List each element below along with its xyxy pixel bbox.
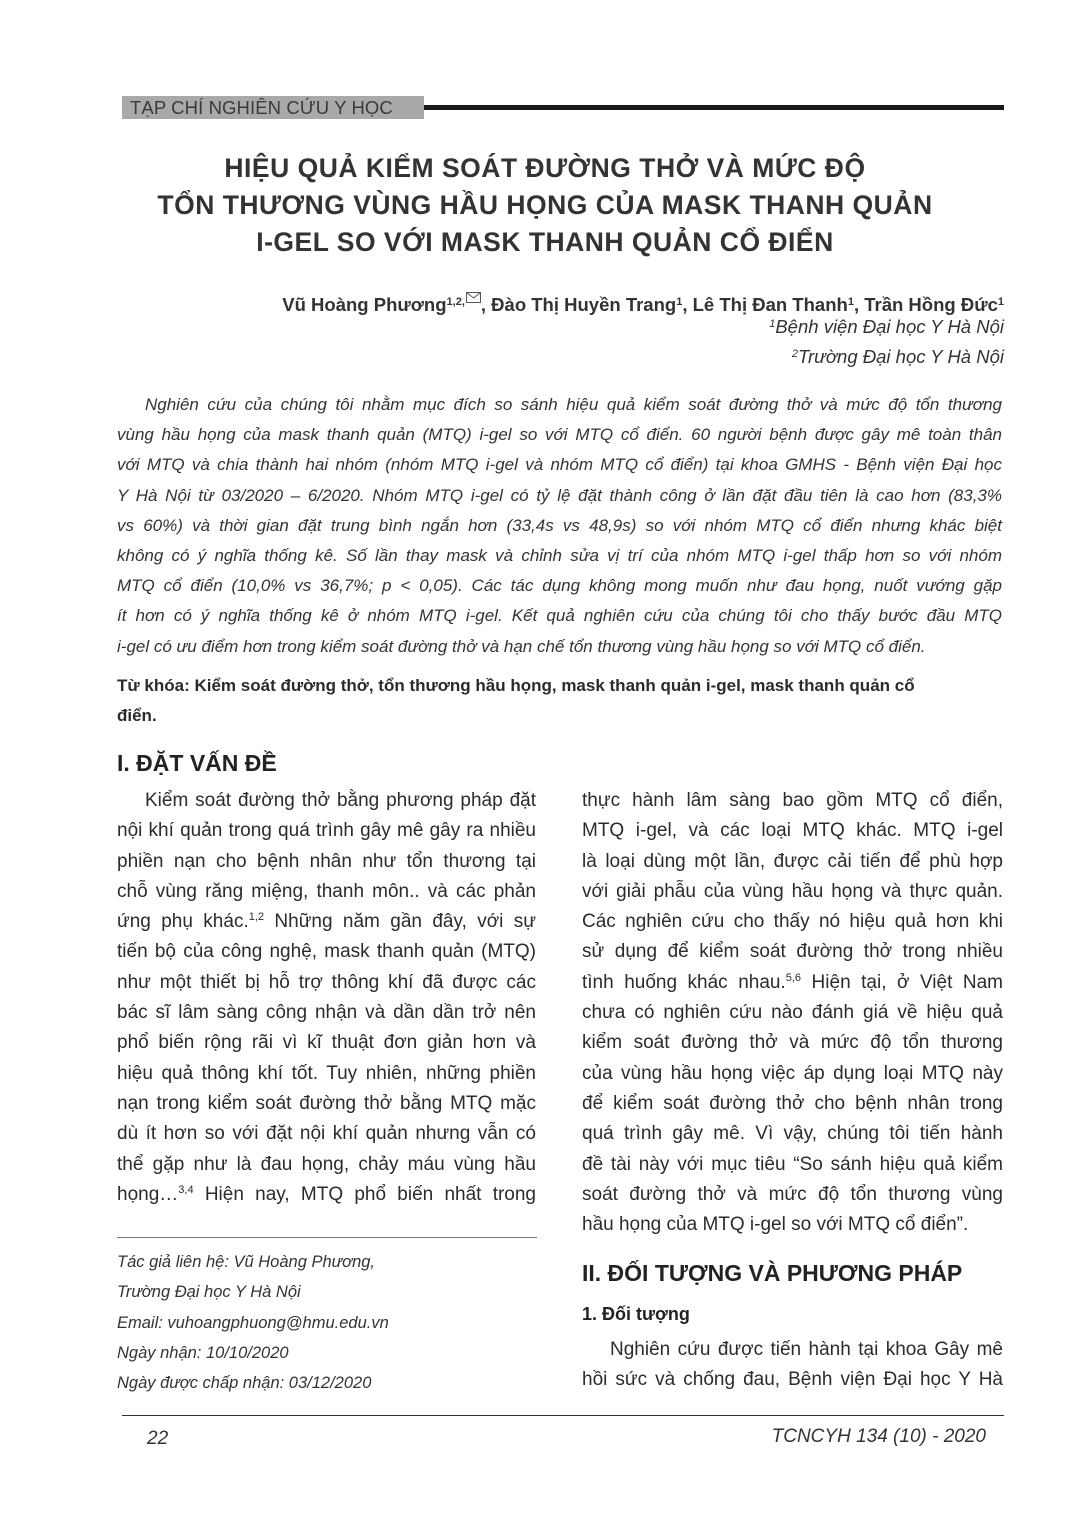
journal-header-label: TẠP CHÍ NGHIÊN CỨU Y HỌC — [130, 97, 393, 118]
body-line: Kiểm soát đường thở bằng phương pháp đặt — [145, 790, 536, 811]
author-name: Vũ Hoàng Phương — [282, 294, 447, 315]
author-affiliation-mark: 1 — [847, 296, 854, 308]
article-title-line-2: TỔN THƯƠNG VÙNG HẦU HỌNG CỦA MASK THANH QUẢN — [157, 190, 933, 220]
keywords-line: điển. — [117, 706, 157, 725]
footnote-email: Email: vuhoangphuong@hmu.edu.vn — [117, 1313, 389, 1332]
abstract-line: không có ý nghĩa thống kê. Số lần thay mask và chỉnh sửa vị trí của nhóm MTQ i-gel thấp hơn so với nhóm — [117, 546, 1002, 566]
abstract-line: với MTQ và chia thành hai nhóm (nhóm MTQ i-gel và nhóm MTQ cổ điển) tại khoa GMHS - Bệnh viện Đại học — [117, 455, 1002, 475]
body-line: của vùng hầu họng việc áp dụng loại MTQ này — [582, 1062, 1003, 1084]
body-line: hầu họng của MTQ i-gel so với MTQ cổ điển”. — [582, 1214, 969, 1236]
body-line: hiệu quả thông khí tốt. Tuy nhiên, những phiền — [117, 1062, 536, 1084]
body-line: chưa có nghiên cứu nào đánh giá về hiệu quả — [582, 1002, 1003, 1024]
body-line: dù ít hơn so với đặt nội khí quản nhưng vẫn có — [117, 1123, 536, 1145]
author-name: , Trần Hồng Đức — [853, 294, 998, 315]
body-line: tiến bộ của công nghệ, mask thanh quản (MTQ) — [117, 941, 536, 963]
footnote-rule — [117, 1237, 537, 1238]
body-line: thực hành lâm sàng bao gồm MTQ cổ điển, — [582, 790, 1003, 811]
footnote-line: Tác giả liên hệ: Vũ Hoàng Phương, — [117, 1253, 376, 1271]
body-line: phổ biến rộng rãi vì kĩ thuật đơn giản hơn và — [117, 1032, 536, 1054]
abstract-line: i-gel có ưu điểm hơn trong kiểm soát đường thở và hạn chế tổn thương vùng hầu họng so với MTQ cổ điển. — [117, 636, 926, 656]
article-title-line-3: I-GEL SO VỚI MASK THANH QUẢN CỔ ĐIỂN — [256, 227, 834, 257]
body-line-with-citation: ứng phụ khác.$^{1,2}$ Những năm gần đây, với sự — [117, 911, 536, 933]
author-list — [282, 286, 1004, 316]
body-line: như một thiết bị hỗ trợ thông khí đã được các — [117, 971, 536, 993]
author-name: , Đào Thị Huyền Trang — [480, 294, 677, 315]
body-line: là loại dùng một lần, được cải tiến để phù hợp — [582, 850, 1003, 872]
body-line: MTQ i-gel, và các loại MTQ khác. MTQ i-gel — [582, 820, 1003, 842]
body-line: với giải phẫu của vùng hầu họng và thực quản. — [582, 880, 1003, 902]
keywords-line: Từ khóa: Kiểm soát đường thở, tổn thương hầu họng, mask thanh quản i-gel, mask thanh quản cổ — [117, 676, 915, 695]
abstract-line: vùng hầu họng của mask thanh quản (MTQ) i-gel so với MTQ cổ điển. 60 người bệnh được gây mê toàn thân — [117, 425, 1002, 445]
keywords — [117, 671, 1002, 731]
affiliation-1 — [769, 316, 1004, 338]
header-rule — [424, 105, 1004, 110]
affiliation-2 — [792, 346, 1004, 368]
footnote-line: Ngày nhận: 10/10/2020 — [117, 1343, 289, 1362]
body-line: thể gặp như là đau họng, chảy máu vùng hầu — [117, 1153, 536, 1175]
body-line: đề tài này với mục tiêu “So sánh hiệu quả kiểm — [582, 1153, 1003, 1175]
body-line: nạn trong kiểm soát đường thở bằng MTQ mặc — [117, 1092, 536, 1114]
abstract-line: Y Hà Nội từ 03/2020 – 6/2020. Nhóm MTQ i-gel có tỷ lệ đặt thành công ở lần đặt đầu tiên là cao hơn (83,3% — [117, 485, 1002, 505]
subsection-heading-subjects: 1. Đối tượng — [582, 1304, 690, 1324]
author-affiliation-mark: 1 — [997, 296, 1004, 308]
left-column-text — [117, 786, 536, 1210]
body-line: kiểm soát đường thở và mức độ tổn thương — [582, 1032, 1003, 1054]
body-line: nội khí quản trong quá trình gây mê gây ra nhiều — [117, 820, 536, 842]
abstract-line: ít hơn có ý nghĩa thống kê ở nhóm MTQ i-gel. Kết quả nghiên cứu của chúng tôi cho thấy bước đầu MTQ — [117, 606, 1002, 626]
affiliation-name: Trường Đại học Y Hà Nội — [798, 346, 1004, 367]
body-line: chỗ vùng răng miệng, thanh môn.. và các phản — [117, 880, 536, 902]
citation-mark: 3,4 — [178, 1183, 194, 1196]
body-line-with-citation: tình huống khác nhau.$^{5,6}$ Hiện tại, ở Việt Nam — [582, 971, 1003, 993]
page-number: 22 — [147, 1428, 169, 1449]
envelope-icon — [466, 286, 481, 308]
author-affiliation-mark: 1 — [676, 296, 683, 308]
article-title-line-1: HIỆU QUẢ KIỂM SOÁT ĐƯỜNG THỞ VÀ MỨC ĐỘ — [224, 153, 866, 183]
body-line: quá trình gây mê. Vì vậy, chúng tôi tiến hành — [582, 1123, 1003, 1145]
abstract — [117, 390, 1002, 662]
citation-mark: 5,6 — [785, 971, 802, 984]
citation-mark: 1,2 — [248, 911, 265, 924]
section-heading-methods: II. ĐỐI TƯỢNG VÀ PHƯƠNG PHÁP — [582, 1260, 963, 1286]
body-line: soát đường thở và mức độ tổn thương vùng — [582, 1183, 1003, 1205]
affiliation-mark: 1 — [769, 318, 776, 330]
journal-issue: TCNCYH 134 (10) - 2020 — [771, 1426, 986, 1447]
affiliation-name: Bệnh viện Đại học Y Hà Nội — [775, 316, 1004, 337]
footer-rule — [122, 1415, 1004, 1416]
section-heading-introduction: I. ĐẶT VẤN ĐỀ — [117, 750, 277, 776]
author-affiliation-mark: 1,2, — [446, 296, 465, 308]
body-line: bác sĩ lâm sàng công nhận và dần dần trở nên — [117, 1002, 536, 1024]
body-line: Nghiên cứu được tiến hành tại khoa Gây mê — [610, 1339, 1003, 1360]
subjects-text — [582, 1335, 1003, 1396]
body-line: hồi sức và chống đau, Bệnh viện Đại học Y Hà — [582, 1369, 1003, 1391]
body-line-with-citation: họng…$^{3,4}$ Hiện nay, MTQ phổ biến nhất trong — [117, 1183, 536, 1205]
affiliation-mark: 2 — [791, 348, 799, 360]
author-name: , Lê Thị Đan Thanh — [682, 294, 848, 315]
footnote-line: Trường Đại học Y Hà Nội — [117, 1283, 301, 1302]
body-line: Các nghiên cứu cho thấy nó hiệu quả hơn khi — [582, 911, 1003, 933]
correspondence-footnote — [117, 1247, 389, 1398]
body-line: sử dụng để kiểm soát đường thở trong nhiều — [582, 941, 1003, 963]
body-line: để kiểm soát đường thở cho bệnh nhân trong — [582, 1092, 1003, 1114]
body-line: phiền nạn cho bệnh nhân như tổn thương tại — [117, 850, 536, 872]
footnote-line: Ngày được chấp nhận: 03/12/2020 — [117, 1374, 372, 1393]
abstract-line: Nghiên cứu của chúng tôi nhằm mục đích so sánh hiệu quả kiểm soát đường thở và mức độ tổn thương — [145, 395, 1002, 414]
right-column-text — [582, 786, 1003, 1240]
abstract-line: vs 60%) và thời gian đặt trung bình ngắn hơn (33,4s vs 48,9s) so với nhóm MTQ cổ điển nhưng khác biệt — [117, 515, 1002, 535]
abstract-line: MTQ cổ điển (10,0% vs 36,7%; p < 0,05). Các tác dụng không mong muốn như đau họng, nuốt vướng gặp — [117, 576, 1002, 596]
